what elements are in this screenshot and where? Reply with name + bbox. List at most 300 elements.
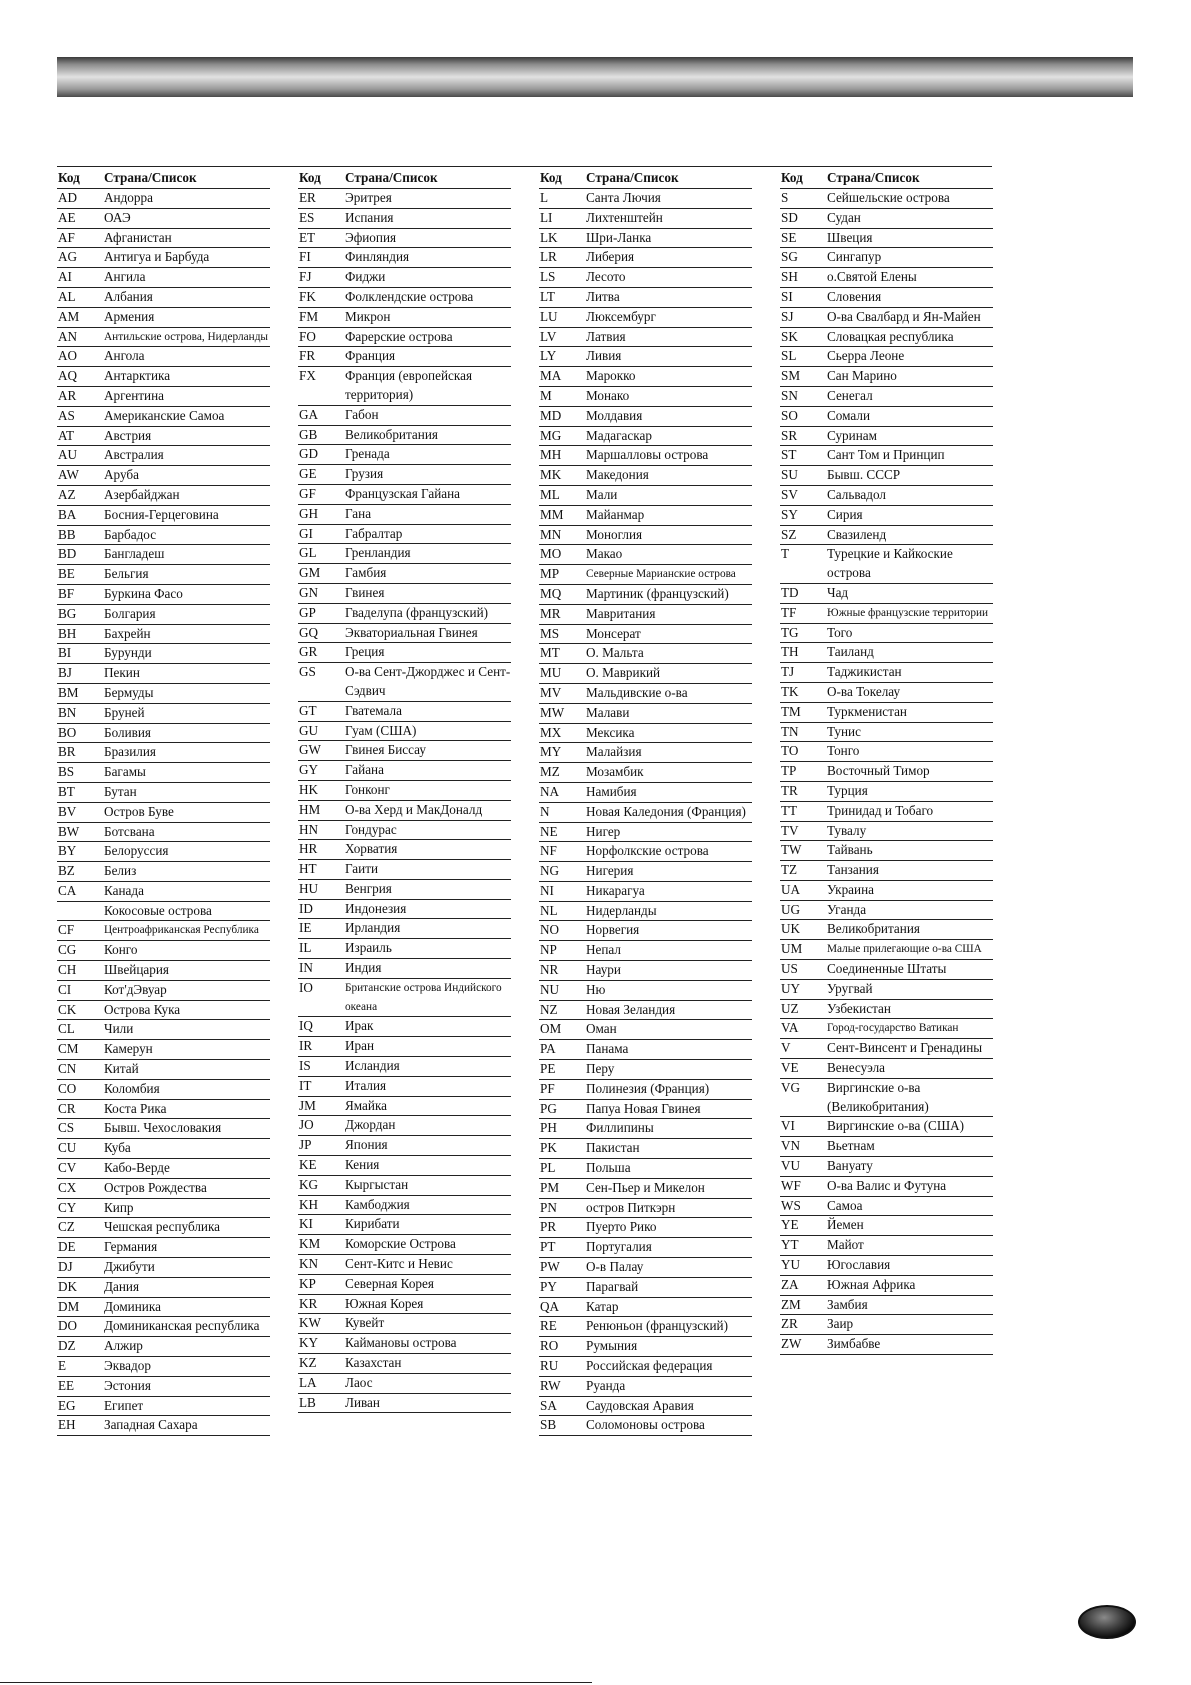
country-code: GA xyxy=(299,406,319,422)
country-code: KM xyxy=(299,1236,321,1252)
country-row xyxy=(57,328,270,348)
country-code: AL xyxy=(58,288,76,304)
country-code: HM xyxy=(299,801,321,817)
country-code xyxy=(57,902,104,921)
country-row xyxy=(57,902,270,922)
country-row xyxy=(539,644,752,664)
country-name: Таиланд xyxy=(827,644,874,660)
country-code: TN xyxy=(781,723,799,739)
country-row xyxy=(57,347,270,367)
country-name: Фолклендские острова xyxy=(345,288,474,304)
country-code: T xyxy=(781,546,790,562)
country-row xyxy=(539,466,752,486)
country-row xyxy=(780,841,993,861)
country-name: Турецкие и Кайкоские острова xyxy=(827,546,953,581)
country-code: HU xyxy=(299,880,319,896)
country-name: Доминика xyxy=(104,1298,161,1314)
country-row xyxy=(780,1236,993,1256)
country-code: GM xyxy=(299,565,321,581)
country-name: Греция xyxy=(345,644,385,660)
country-code: TM xyxy=(781,703,801,719)
country-row xyxy=(298,445,511,465)
country-row xyxy=(57,506,270,526)
country-code: NF xyxy=(540,843,557,859)
country-row xyxy=(780,367,993,387)
country-row xyxy=(298,624,511,644)
country-name: Того xyxy=(827,624,853,640)
country-code: US xyxy=(781,961,798,977)
country-row xyxy=(780,643,993,663)
country-row xyxy=(780,624,993,644)
country-name: Бельгия xyxy=(104,566,149,582)
country-code: NP xyxy=(540,942,557,958)
country-row xyxy=(780,387,993,407)
country-name: Швеция xyxy=(827,229,873,245)
country-row xyxy=(780,1276,993,1296)
country-row xyxy=(539,1100,752,1120)
country-name: Ирак xyxy=(345,1018,374,1034)
country-code: TD xyxy=(781,584,799,600)
country-row xyxy=(539,625,752,645)
country-code: SG xyxy=(781,249,798,265)
country-row xyxy=(539,1040,752,1060)
country-code: LS xyxy=(540,269,556,285)
country-code: N xyxy=(540,803,550,819)
country-row xyxy=(780,407,993,427)
country-name: Норвегия xyxy=(586,922,640,938)
country-row xyxy=(298,840,511,860)
country-name: Мозамбик xyxy=(586,764,644,780)
country-name: Португалия xyxy=(586,1239,652,1255)
country-name: Гонконг xyxy=(345,781,390,797)
country-name: Гвинея Биссау xyxy=(345,742,426,758)
country-row xyxy=(539,486,752,506)
country-name: Гренада xyxy=(345,446,390,462)
country-row xyxy=(539,1119,752,1139)
country-name: Бразилия xyxy=(104,744,156,760)
country-name: Испания xyxy=(345,209,394,225)
country-row xyxy=(780,466,993,486)
country-row xyxy=(57,1397,270,1417)
country-row xyxy=(780,723,993,743)
country-row xyxy=(298,1136,511,1156)
country-code: KZ xyxy=(299,1355,317,1371)
country-code: LY xyxy=(540,348,557,364)
country-row xyxy=(57,1258,270,1278)
country-code: MQ xyxy=(540,585,562,601)
country-code: GS xyxy=(299,664,316,680)
country-name: Уганда xyxy=(827,901,867,917)
country-code: AR xyxy=(58,387,77,403)
country-name: Лаос xyxy=(345,1374,373,1390)
country-name: Австралия xyxy=(104,447,164,463)
country-row xyxy=(298,1394,511,1414)
country-row xyxy=(539,803,752,823)
country-code: PR xyxy=(540,1219,557,1235)
country-code: BD xyxy=(58,546,77,562)
country-row xyxy=(539,1298,752,1318)
country-row xyxy=(780,1177,993,1197)
country-name: Гваделупа (французский) xyxy=(345,604,489,620)
country-code: AF xyxy=(58,229,75,245)
country-row xyxy=(780,347,993,367)
country-code: MD xyxy=(540,407,562,423)
code-header: Код xyxy=(540,170,562,185)
country-name: Словацкая республика xyxy=(827,328,954,344)
country-code: FR xyxy=(299,348,316,364)
country-row xyxy=(780,1157,993,1177)
country-name: Исландия xyxy=(345,1058,400,1074)
country-row xyxy=(298,209,511,229)
country-code: MZ xyxy=(540,764,560,780)
country-name: Финляндия xyxy=(345,249,410,265)
code-header: Код xyxy=(781,170,803,185)
country-name: Панама xyxy=(586,1041,629,1057)
country-row xyxy=(298,939,511,959)
country-row xyxy=(57,823,270,843)
country-code: E xyxy=(58,1358,67,1374)
country-name: Гуам (США) xyxy=(345,722,417,738)
country-code: MK xyxy=(540,467,562,483)
country-code: BY xyxy=(58,843,77,859)
country-row xyxy=(298,1017,511,1037)
country-name: Латвия xyxy=(586,328,626,344)
country-row xyxy=(780,861,993,881)
country-code: IT xyxy=(299,1077,312,1093)
country-code: EE xyxy=(58,1377,75,1393)
country-row xyxy=(57,981,270,1001)
country-row xyxy=(298,1097,511,1117)
country-code: CO xyxy=(58,1080,77,1096)
country-code: SA xyxy=(540,1397,557,1413)
country-name: Микрон xyxy=(345,308,391,324)
country-name: Французская Гайана xyxy=(345,485,461,501)
country-name: Остров Буве xyxy=(104,803,174,819)
country-code: YT xyxy=(781,1237,799,1253)
country-name: Лесото xyxy=(586,269,626,285)
country-row xyxy=(57,446,270,466)
country-row xyxy=(539,1020,752,1040)
country-code: MA xyxy=(540,368,562,384)
country-name: Китай xyxy=(104,1061,139,1077)
country-code: CV xyxy=(58,1160,77,1176)
country-name: Коста Рика xyxy=(104,1100,167,1116)
country-code: IS xyxy=(299,1058,311,1074)
country-row xyxy=(298,347,511,367)
country-code: FX xyxy=(299,368,316,384)
country-row xyxy=(57,1159,270,1179)
country-name: Малайзия xyxy=(586,744,642,760)
country-code: TT xyxy=(781,802,798,818)
country-code: MN xyxy=(540,526,562,542)
country-code: LA xyxy=(299,1374,317,1390)
country-code: IQ xyxy=(299,1018,313,1034)
country-name: О-ва Токелау xyxy=(827,683,901,699)
country-name: Сальвадол xyxy=(827,486,886,502)
country-column-1 xyxy=(57,167,270,1436)
country-name: Катар xyxy=(586,1298,619,1314)
country-row xyxy=(57,427,270,447)
country-code: RE xyxy=(540,1318,557,1334)
country-code: GU xyxy=(299,722,319,738)
country-row xyxy=(539,209,752,229)
country-name: Конго xyxy=(104,942,138,958)
country-name: Бывш. СССР xyxy=(827,467,901,483)
country-code: TG xyxy=(781,624,799,640)
country-row xyxy=(780,762,993,782)
country-name: Перу xyxy=(586,1061,615,1077)
country-row xyxy=(57,1060,270,1080)
country-row xyxy=(539,407,752,427)
country-row xyxy=(57,1020,270,1040)
country-row xyxy=(57,387,270,407)
country-code: BJ xyxy=(58,665,72,681)
country-code: KP xyxy=(299,1275,316,1291)
country-name: Тунис xyxy=(827,723,861,739)
country-row xyxy=(57,644,270,664)
country-row xyxy=(57,1278,270,1298)
country-name: Сент-Винсент и Гренадины xyxy=(827,1040,983,1056)
country-row xyxy=(298,702,511,722)
country-code: AE xyxy=(58,209,76,225)
country-name: Свазиленд xyxy=(827,526,887,542)
country-code: BE xyxy=(58,566,75,582)
country-code: FM xyxy=(299,308,319,324)
country-row xyxy=(780,1197,993,1217)
country-code: SH xyxy=(781,269,798,285)
country-name: Кения xyxy=(345,1157,380,1173)
country-code: GY xyxy=(299,762,319,778)
country-code: UZ xyxy=(781,1000,799,1016)
country-name: Хорватия xyxy=(345,841,398,857)
country-name: Гренландия xyxy=(345,545,411,561)
country-name: Заир xyxy=(827,1316,854,1332)
country-code: SO xyxy=(781,407,798,423)
country-column-4 xyxy=(780,167,993,1355)
country-row xyxy=(780,980,993,1000)
country-row xyxy=(57,1199,270,1219)
country-name: Центроафриканская Республика xyxy=(104,924,259,937)
country-name: Багамы xyxy=(104,764,146,780)
country-name: Руанда xyxy=(586,1377,626,1393)
country-name: Украина xyxy=(827,881,874,897)
country-name: Швейцария xyxy=(104,962,169,978)
country-code: ZW xyxy=(781,1336,802,1352)
country-row xyxy=(780,703,993,723)
country-code: WS xyxy=(781,1197,801,1213)
country-name: О-ва Свалбард и Ян-Майен xyxy=(827,308,981,324)
country-row xyxy=(539,1159,752,1179)
country-code: VI xyxy=(781,1118,795,1134)
country-name: Иран xyxy=(345,1038,375,1054)
country-row xyxy=(57,466,270,486)
country-code: SD xyxy=(781,209,798,225)
header-bar xyxy=(57,57,1133,97)
country-code: KI xyxy=(299,1216,313,1232)
country-name: Барбадос xyxy=(104,526,157,542)
country-name: Кипр xyxy=(104,1199,134,1215)
country-code: DJ xyxy=(58,1259,73,1275)
country-name: Ренюньон (французский) xyxy=(586,1318,729,1334)
country-code: ET xyxy=(299,229,316,245)
country-code: RW xyxy=(540,1377,561,1393)
country-row xyxy=(780,209,993,229)
country-name: Каймановы острова xyxy=(345,1335,457,1351)
country-row xyxy=(57,229,270,249)
country-code: BV xyxy=(58,803,77,819)
country-name: О-ва Херд и МакДоналд xyxy=(345,801,483,817)
country-name: Дания xyxy=(104,1278,140,1294)
country-code: KW xyxy=(299,1315,321,1331)
country-name: Бутан xyxy=(104,783,137,799)
country-row xyxy=(780,663,993,683)
country-name: Люксембург xyxy=(586,308,656,324)
country-row xyxy=(298,1176,511,1196)
country-row xyxy=(57,941,270,961)
country-row xyxy=(539,506,752,526)
country-row xyxy=(57,1298,270,1318)
country-row xyxy=(57,1139,270,1159)
country-row xyxy=(298,189,511,209)
country-row xyxy=(298,1057,511,1077)
country-row xyxy=(298,367,511,406)
country-code: PG xyxy=(540,1100,557,1116)
country-name: остров Питкэрн xyxy=(586,1199,676,1215)
country-name: Белиз xyxy=(104,863,137,879)
country-code: ST xyxy=(781,447,797,463)
country-code: IL xyxy=(299,940,312,956)
country-name: Ботсвана xyxy=(104,823,155,839)
country-row xyxy=(780,1039,993,1059)
country-row xyxy=(57,684,270,704)
country-code: BN xyxy=(58,704,77,720)
country-row xyxy=(539,1317,752,1337)
country-code: MH xyxy=(540,447,562,463)
country-code: BS xyxy=(58,764,75,780)
country-code: CI xyxy=(58,981,72,997)
country-row xyxy=(539,842,752,862)
country-code: MM xyxy=(540,506,564,522)
country-row xyxy=(57,407,270,427)
country-name: Соломоновы острова xyxy=(586,1417,705,1433)
country-name: Грузия xyxy=(345,466,384,482)
country-name: Макао xyxy=(586,546,623,562)
column-header xyxy=(780,167,993,189)
country-row xyxy=(539,941,752,961)
country-code: KR xyxy=(299,1295,318,1311)
country-name: Кокосовые острова xyxy=(104,902,212,918)
country-name: Санта Лючия xyxy=(586,190,661,205)
country-name: о.Святой Елены xyxy=(827,269,917,285)
country-row xyxy=(298,1215,511,1235)
country-code: MO xyxy=(540,546,562,562)
country-code: NO xyxy=(540,922,560,938)
country-row xyxy=(780,920,993,940)
country-name: Афганистан xyxy=(104,229,172,245)
country-code: VN xyxy=(781,1138,801,1154)
country-row xyxy=(780,427,993,447)
country-row xyxy=(780,683,993,703)
country-row xyxy=(298,288,511,308)
country-name: Сингапур xyxy=(827,249,882,265)
country-code: JM xyxy=(299,1097,316,1113)
country-row xyxy=(539,902,752,922)
country-code: GW xyxy=(299,742,321,758)
country-code: GL xyxy=(299,545,317,561)
country-row xyxy=(780,1315,993,1335)
country-name: Аргентина xyxy=(104,387,164,403)
country-name: Сан Марино xyxy=(827,368,897,384)
country-row xyxy=(539,921,752,941)
country-code: AI xyxy=(58,269,72,285)
country-code: CY xyxy=(58,1199,77,1215)
country-name: Ирландия xyxy=(345,920,401,936)
country-name: Сен-Пьер и Микелон xyxy=(586,1179,705,1195)
country-code: BT xyxy=(58,783,75,799)
country-row xyxy=(780,1079,993,1118)
country-name: Норфолкские острова xyxy=(586,843,709,859)
column-header xyxy=(298,167,511,189)
country-code: SM xyxy=(781,368,801,384)
country-row xyxy=(57,1100,270,1120)
country-row xyxy=(57,486,270,506)
country-name: Югославия xyxy=(827,1257,891,1273)
country-code: HK xyxy=(299,781,319,797)
country-code: AG xyxy=(58,249,78,265)
country-header: Страна/Список xyxy=(827,170,920,185)
country-row xyxy=(539,704,752,724)
country-code: AU xyxy=(58,447,78,463)
country-name: Британские острова Индийского океана xyxy=(345,981,502,1013)
country-name: О-в Палау xyxy=(586,1259,644,1275)
country-code: BO xyxy=(58,724,77,740)
country-code: SK xyxy=(781,328,798,344)
country-code: IO xyxy=(299,979,313,995)
country-code: LV xyxy=(540,328,557,344)
country-row xyxy=(298,505,511,525)
country-name: Узбекистан xyxy=(827,1000,891,1016)
country-name: Ливия xyxy=(586,348,622,364)
country-row xyxy=(298,801,511,821)
country-row xyxy=(780,288,993,308)
country-code: BI xyxy=(58,645,72,661)
country-code: NI xyxy=(540,882,554,898)
country-row xyxy=(57,763,270,783)
country-row xyxy=(780,526,993,546)
country-code: PK xyxy=(540,1140,557,1156)
country-name: Южная Корея xyxy=(345,1295,424,1311)
country-row xyxy=(780,308,993,328)
country-code: BF xyxy=(58,585,75,601)
country-name: Белоруссия xyxy=(104,843,169,859)
country-row xyxy=(780,189,993,209)
country-name: Кабо-Верде xyxy=(104,1160,170,1176)
country-row xyxy=(298,426,511,446)
country-code: PW xyxy=(540,1259,560,1275)
country-code: VA xyxy=(781,1020,799,1036)
country-name: Гана xyxy=(345,505,372,521)
country-row xyxy=(539,347,752,367)
country-row xyxy=(57,1040,270,1060)
country-name: Чад xyxy=(827,584,849,600)
country-code: WF xyxy=(781,1177,801,1193)
country-row xyxy=(298,485,511,505)
country-row xyxy=(298,1275,511,1295)
country-code: DE xyxy=(58,1239,76,1255)
country-code: PT xyxy=(540,1239,556,1255)
country-name: Германия xyxy=(104,1239,158,1255)
country-code: CU xyxy=(58,1140,77,1156)
